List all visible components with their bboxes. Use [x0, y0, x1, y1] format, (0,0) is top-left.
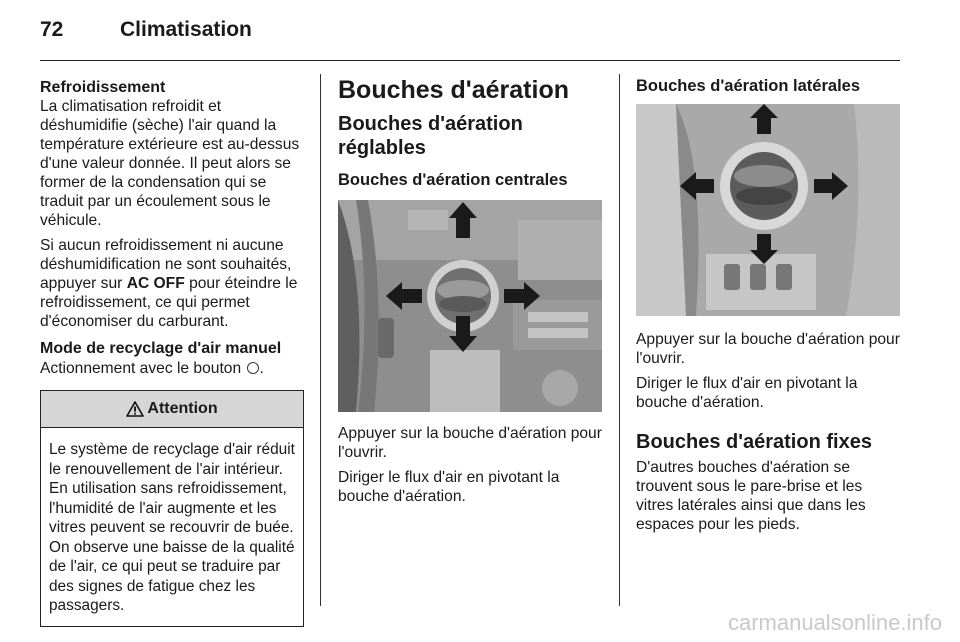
sub-heading-reglables: Bouches d'aération réglables — [338, 113, 523, 159]
text-span: pour éteindre le refroidissement, ce qui permet d'économiser du carburant. — [40, 275, 298, 330]
chapter-title: Climatisation — [120, 18, 252, 41]
attention-label: Attention — [147, 400, 218, 417]
attention-header — [41, 391, 303, 428]
main-heading: Bouches d'aération — [338, 76, 569, 104]
page-number: 72 — [40, 18, 64, 41]
header-rule — [40, 60, 900, 61]
column-divider-2 — [619, 74, 620, 606]
ac-off-label: AC OFF — [126, 275, 185, 292]
text-span: Si aucun refroidissement ni aucune déshumidification ne sont souhaités, appuyer sur — [40, 237, 292, 292]
paragraph-recyclage — [40, 359, 304, 378]
sub-heading-fixes: Bouches d'aération fixes — [636, 431, 872, 453]
column-1 — [40, 76, 304, 627]
attention-text: Le système de recyclage d'air réduit le renouvellement de l'air intérieur. En utilisation sans refroidissement, l'humidité de l'air augmente et les vitres peuvent se recouvrir de buée. On observe une baisse de la qualité de l'air, ce qui peut se traduire par des signes de fatigue chez les passagers. — [49, 441, 295, 614]
section-heading-recyclage: Mode de recyclage d'air manuel — [40, 340, 282, 357]
paragraph-side-direct: Diriger le flux d'air en pivotant la bouche d'aération. — [636, 375, 858, 411]
text-span: Actionnement avec le bouton — [40, 360, 246, 377]
paragraph-central-direct: Diriger le flux d'air en pivotant la bouche d'aération. — [338, 469, 560, 505]
sub-heading-centrales: Bouches d'aération centrales — [338, 171, 568, 189]
attention-box — [40, 390, 304, 627]
sub-heading-laterales: Bouches d'aération latérales — [636, 77, 861, 95]
text-span: . — [259, 360, 264, 377]
column-2 — [338, 76, 602, 512]
recirculation-icon — [247, 362, 259, 374]
paragraph-central-open: Appuyer sur la bouche d'aération pour l'ouvrir. — [338, 425, 602, 461]
warning-triangle-icon — [126, 401, 144, 417]
column-divider-1 — [320, 74, 321, 606]
watermark: carmanualsonline.info — [727, 610, 942, 635]
paragraph-fixed-vents: D'autres bouches d'aération se trouvent sous le pare-brise et les vitres latérales ainsi que dans les espaces pour les pieds. — [636, 459, 866, 533]
paragraph-ac-off — [40, 236, 304, 331]
paragraph-refroidissement: La climatisation refroidit et déshumidifie (sèche) l'air quand la température extérieure est au-dessus d'une valeur donnée. Il peut alors se former de la condensation qui se traduit par un écoulement sous le véhicule. — [40, 98, 300, 229]
column-3 — [636, 76, 902, 540]
side-vent-photo — [636, 104, 900, 316]
attention-body — [41, 428, 303, 626]
section-heading-refroidissement: Refroidissement — [40, 79, 166, 96]
paragraph-side-open: Appuyer sur la bouche d'aération pour l'ouvrir. — [636, 331, 900, 367]
central-vent-photo — [338, 200, 602, 412]
